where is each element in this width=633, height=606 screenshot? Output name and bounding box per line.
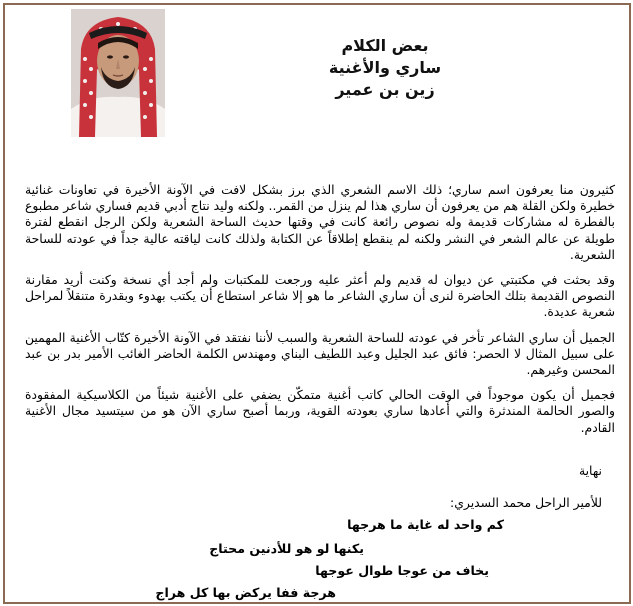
paragraph: كثيرون منا يعرفون اسم ساري؛ ذلك الاسم الشعري الذي برز بشكل لافت في الآونة الأخيرة في تعاونات غنائية خطيرة ولكن القلة هم من يعرفون أن ساري هذا لم ينزل من القمر.. ولكنه وليد نتاج أدبي قديم فساري شاعر مطبوع بالفطرة له مشاركات قديمة وله نصوص رائعة كانت في وقتها حديث الساحة الشعرية ولكن الرجل انقطع لفترة طويلة عن عالم الشعر في النشر ولكنه لم ينقطع إطلاقاً عن الكتابة ولذلك كانت لياقته عالية جداً في عودته للساحة الشعرية. <box>25 182 615 262</box>
article-frame <box>3 3 631 604</box>
paragraph: وقد بحثت في مكتبتي عن ديوان له قديم ولم أعثر عليه ورجعت للمكتبات ولم أجد أي نسخة وكنت أريد مقارنة النصوص القديمة بتلك الحاضرة لنرى أن ساري الشاعر ما هو إلا شاعر استطاع أن يكتب بهدوء وبقدرة متنقلاً لمراحل شعرية عديدة. <box>25 272 615 320</box>
poem-line-3: يخاف من عوجا طوال عوجها <box>315 563 489 578</box>
heading-line-1: بعض الكلام <box>341 36 429 55</box>
poem-line-2: يكنها لو هو للأدنين محتاج <box>209 541 364 556</box>
paragraph: فجميل أن يكون موجوداً في الوقت الحالي كاتب أغنية متمكّن يضفي على الأغنية شيئاً من الكلاسيكية المفقودة والصور الحالمة المندثرة والتي أعادها ساري بعودته القوية، وربما أصبح ساري الآن هو من سيتسيد مجال الأغنية القادم. <box>25 387 615 435</box>
poem-line-1: كم واحد له غاية ما هرجها <box>347 517 504 532</box>
heading-author: زين بن عمير <box>335 80 435 99</box>
heading-line-2: ساري والأغنية <box>328 58 442 77</box>
poem-attribution: للأمير الراحل محمد السديري: <box>450 495 602 510</box>
article-heading <box>255 35 515 101</box>
author-portrait-icon <box>71 9 165 137</box>
paragraph: الجميل أن ساري الشاعر تأخر في عودته للساحة الشعرية والسبب لأننا نفتقد في الآونة الأخيرة كتّاب الأغنية المهمين على سبيل المثال لا الحصر: فائق عبد الجليل وعبد اللطيف البناي ومهندس الكلمة الحاضر الغائب الأمير بدر بن عبد المحسن وغيرهم. <box>25 329 615 378</box>
poem-line-4: هرجة ففا يركض بها كل هراج <box>155 585 336 600</box>
ending-label: نهاية <box>578 463 602 478</box>
article-body <box>25 182 615 445</box>
author-photo <box>71 9 165 137</box>
